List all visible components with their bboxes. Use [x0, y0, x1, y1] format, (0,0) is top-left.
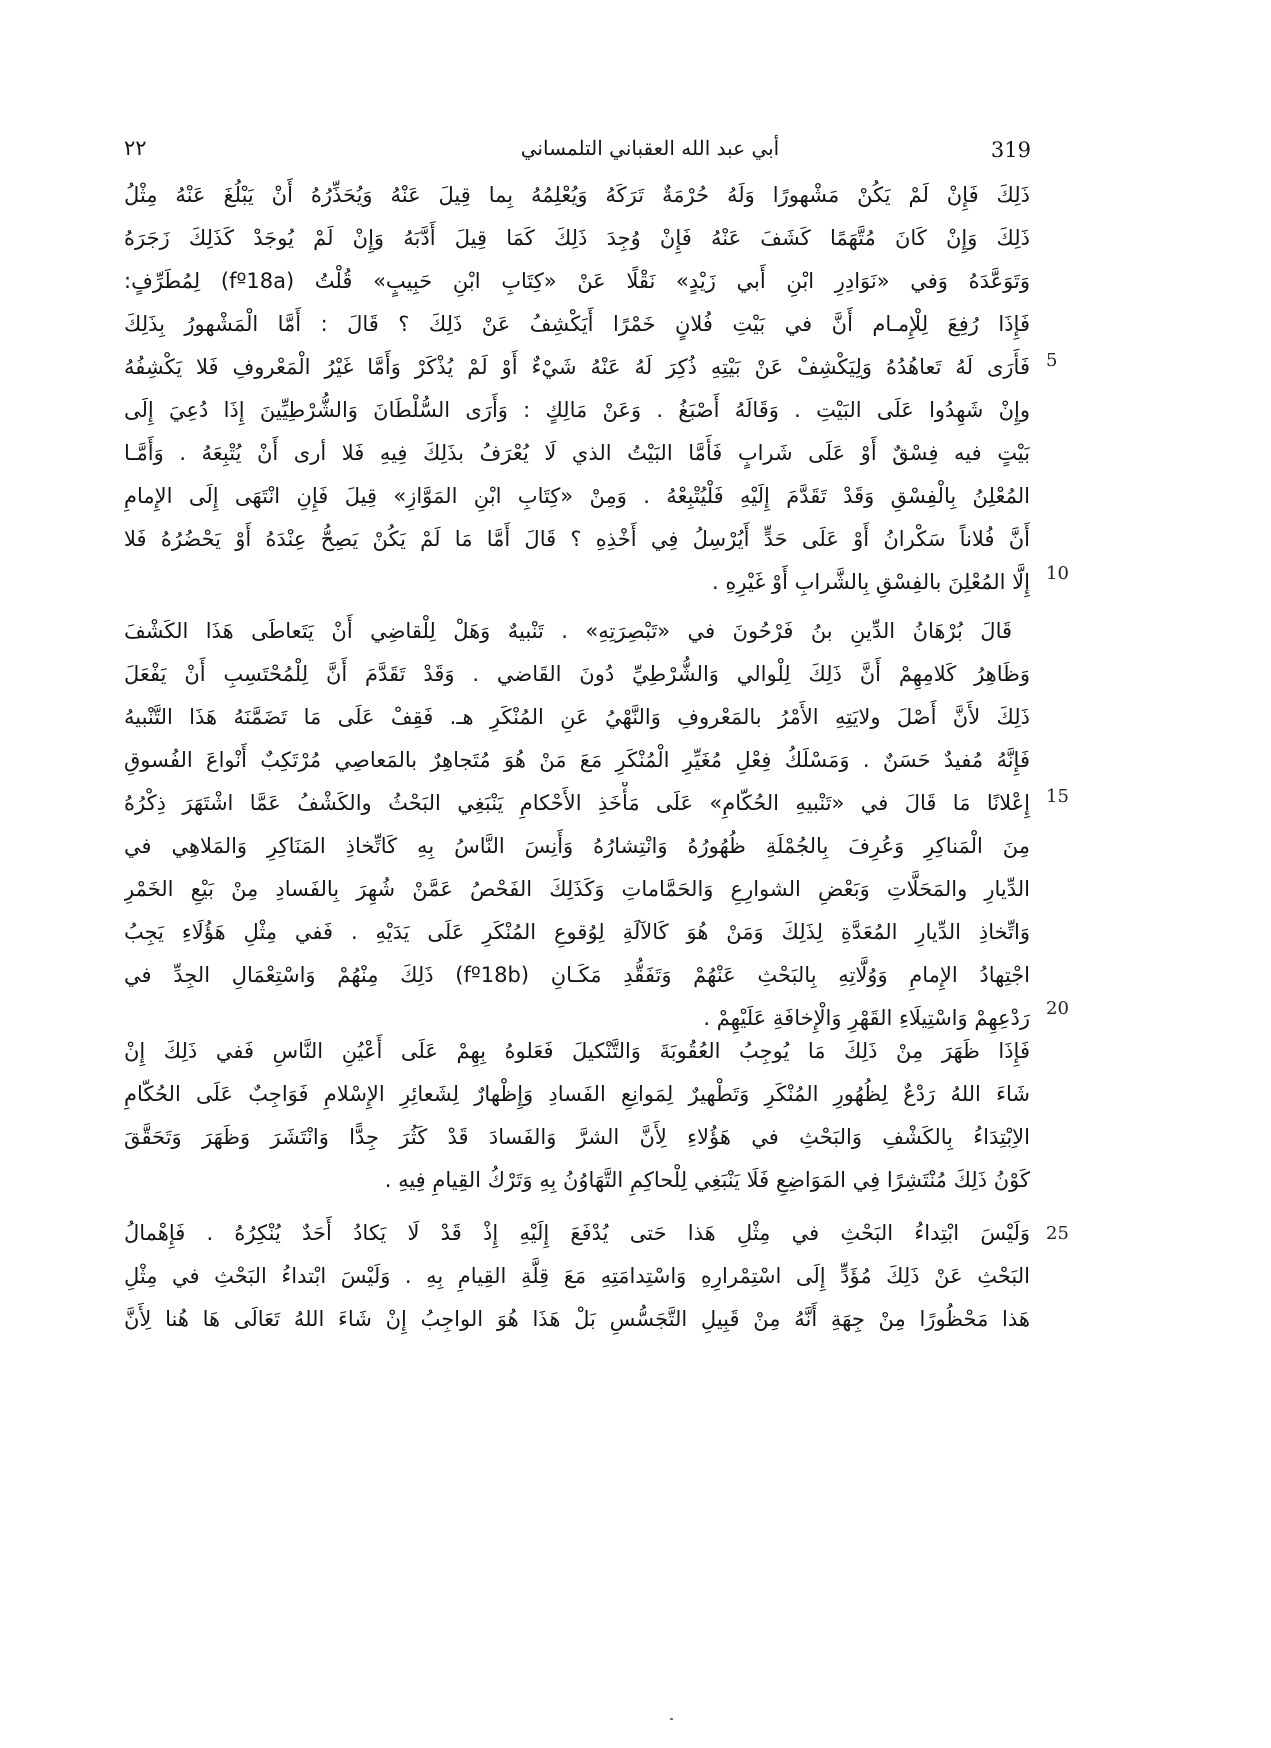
text-line: فَإِنَّهُ مُفيدٌ حَسَنٌ . وَمَسْلَكُ فِعْلِ مُغَيِّرِ الْمُنْكَرِ مَعَ مَنْ هُوَ مُتَجاهِرٌ بالمَعاصِي مُرْتَكِبٌ أَنْواعَ الفُسوقِ	[124, 748, 1030, 772]
line-number: 20	[1046, 998, 1069, 1019]
paragraph-2	[124, 610, 1030, 1040]
page-number: 319	[990, 138, 1031, 162]
text-line: وَاتِّخاذِ الدِّيارِ المُعَدَّةِ لِذَلِكَ وَمَنْ هُوَ كَالآلَةِ لِوُقوعِ المُنْكَرِ عَلَى يَدَيْهِ . فَفي مِثْلِ هَؤُلَاءِ يَجِبُ	[124, 920, 1030, 944]
paragraph-1	[124, 174, 1030, 604]
text-line: رَدْعِهِمْ وَاسْتِيلَاءِ القَهْرِ وَالْإِخافَةِ عَلَيْهِمْ .	[703, 1006, 1030, 1030]
text-line: كَوْنُ ذَلِكَ مُنْتَشِرًا فِي المَوَاضِعِ فَلَا يَنْبَغِي لِلْحاكِمِ التَّهَاوُنُ بِهِ وَتَرْكُ القِيامِ فِيهِ .	[384, 1168, 1030, 1192]
text-line: فَإِذَا ظَهَرَ مِنْ ذَلِكَ مَا يُوجِبُ العُقُوبَةَ وَالتَّنْكيلَ فَعَلوهُ بِهِمْ عَلَى أَعْيُنِ النَّاسِ فَفي ذَلِكَ إِنْ	[124, 1039, 1030, 1063]
scan-speck	[670, 1718, 673, 1720]
text-line: فَإِذَا رُفِعَ لِلْإِمـام أَنَّ في بَيْتِ فُلانٍ خَمْرًا أَيَكْشِفُ عَنْ ذَلِكَ ؟ قَالَ : أَمَّا الْمَشْهورُ بِذَلِكَ	[124, 312, 1030, 336]
paragraph-4	[124, 1212, 1030, 1341]
text-line: شَاءَ اللهُ رَدْعٌ لِظُهُورِ المُنْكَرِ وَتَطْهيرٌ لِمَوانِعِ الفَسادِ وَإِظْهارٌ لِشَعائِرِ الإِسْلامِ فَوَاجِبٌ عَلَى الحُكّامِ	[124, 1082, 1030, 1106]
text-line: اجْتِهادُ الإِمامِ وَوُلَّاتِهِ بِالبَحْثِ عَنْهُمْ وَتَفَقُّدِ مَكَـانِ (fº18b) ذَلِكَ مِنْهُمْ وَاسْتِعْمَالِ الجِدِّ في	[124, 963, 1030, 987]
line-number: 5	[1046, 350, 1058, 371]
text-line: الاِبْتِدَاءُ بِالكَشْفِ وَالبَحْثِ في هَؤُلاءِ لِأَنَّ الشرَّ وَالفَسادَ قَدْ كَثُرَ جِدًّا وَانْتَشَرَ وَظَهَرَ وَتَحَقَّقَ	[124, 1125, 1030, 1149]
line-number: 10	[1046, 563, 1069, 584]
line-number: 15	[1046, 786, 1069, 807]
text-line: وَلَيْسَ ابْتِداءُ البَحْثِ في مِثْلِ هَذا حَتى يُدْفَعَ إِلَيْهِ إِذْ قَدْ لَا يَكادُ أَحَدٌ يُنْكِرُهُ . فَإِهْمالُ	[124, 1221, 1030, 1245]
text-line: هَذا مَحْظُورًا مِنْ جِهَةِ أَنَّهُ مِنْ قَبِيلِ التَّجَسُّسِ بَلْ هَذَا هُوَ الواجِبُ إِنْ شَاءَ اللهُ تَعَالَى هَا هُنا لِأَنَّ	[124, 1307, 1030, 1331]
text-line: ذَلِكَ فَإِنْ لَمْ يَكُنْ مَشْهورًا وَلَهُ حُرْمَةٌ تَرَكَهُ وَيُعْلِمُهُ بِما قِيلَ عَنْهُ وَيُحَذِّرُهُ أَنْ يَبْلُغَ عَنْهُ مِثْلُ	[124, 183, 1030, 207]
text-line: إِلَّا المُعْلِنَ بالفِسْقِ بِالشَّرابِ أَوْ غَيْرِهِ .	[712, 570, 1030, 594]
text-line: المُعْلِنُ بِالْفِسْقِ وَقَدْ تَقَدَّمَ إِلَيْهِ فَلْيُتْبِعْهُ . وَمِنْ «كِتَابِ ابْنِ المَوَّازِ» قِيلَ فَإِنِ انْتَهَى إِلَى الإِمامِ	[124, 484, 1030, 508]
page-header	[0, 132, 1271, 172]
text-line: وَظَاهِرُ كَلامِهِمْ أَنَّ ذَلِكَ لِلْوالي وَالشُّرْطِيِّ دُونَ القَاضي . وَقَدْ تَقَدَّمَ أَنَّ لِلْمُحْتَسِبِ أَنْ يَفْعَلَ	[124, 662, 1030, 686]
text-line: بَيْتٍ فيه فِسْقٌ أَوْ عَلَى شَرابٍ فَأَمَّا البَيْتُ الذي لَا يُعْرَفُ بذَلِكَ فِيهِ فَلا أرى أَنْ يُتْبِعَهُ . وَأَمَّـا	[124, 441, 1030, 465]
paragraph-3	[124, 1030, 1030, 1202]
text-line: إِعْلانًا مَا قَالَ في «تَنْبيهِ الحُكّامِ» عَلَى مَأْخَذِ الأَحْكامِ يَنْبَغِي البَحْثُ والكَشْفُ عَمَّا اشْتَهَرَ ذِكْرُهُ	[124, 791, 1030, 815]
text-line: ذَلِكَ لأَنَّ أَصْلَ ولايَتِهِ الأَمْرُ بالمَعْروفِ وَالنَّهْيُ عَنِ المُنْكَرِ هـ. فَقِفْ عَلَى مَا تَضَمَّنَهُ هَذَا التَّنْبيهُ	[124, 705, 1030, 729]
page-number-arabic: ٢٢	[124, 136, 147, 160]
text-line: ذَلِكَ وَإِنْ كَانَ مُتَّهَمًا كَشَفَ عَنْهُ فَإِنْ وُجِدَ ذَلِكَ كَمَا قِيلَ أَدَّبَهُ وَإِنْ لَمْ يُوجَدْ كَذَلِكَ زَجَرَهُ	[124, 226, 1030, 250]
text-line: الدِّيارِ والمَحَلَّاتِ وَبَعْضِ الشوارِعِ وَالحَمَّاماتِ وَكَذَلِكَ الفَحْصُ عَمَّنْ شُهِرَ بِالفَسادِ مِنْ بَيْعِ الخَمْرِ	[124, 877, 1030, 901]
running-title: أبي عبد الله العقباني التلمساني	[520, 136, 780, 160]
text-line: وإِنْ شَهِدُوا عَلَى البَيْتِ . وَقَالَهُ أَصْبَغُ . وَعَنْ مَالِكٍ : وَأَرَى السُّلْطَانَ وَالشُّرْطِيِّينَ إِذَا دُعِيَ إِلَى	[124, 398, 1030, 422]
line-number: 25	[1046, 1223, 1069, 1244]
text-line: وَتَوَعَّدَهُ وَفي «نَوَادِرِ ابْنِ أَبي زَيْدٍ» نَقْلًا عَنْ «كِتَابِ ابْنِ حَبِيبٍ» قُلْتُ (fº18a) لِمُطَرِّفٍ:	[124, 269, 1030, 293]
text-line: مِنَ الْمَناكِرِ وَعُرِفَ بِالجُمْلَةِ ظُهُورُهُ وَانْتِشارُهُ وَأَنِسَ النَّاسُ بِهِ كَاتِّخاذِ المَنَاكِرِ وَالمَلاهِي في	[124, 834, 1030, 858]
text-line: قَالَ بُرْهَانُ الدِّينِ بنُ فَرْحُونَ في «تَبْصِرَتِهِ» . تَنْبيهٌ وَهَلْ لِلْقاضِي أَنْ يَتَعاطَى هَذَا الكَشْفَ	[124, 619, 1012, 643]
text-line: فَأَرَى لَهُ تَعاهُدُهُ وَلِيَكْشِفْ عَنْ بَيْتِهِ ذُكِرَ لَهُ عَنْهُ شَيْءٌ أَوْ لَمْ يُذْكَرْ وَأَمَّا غَيْرُ الْمَعْروفِ فَلا يَكْشِفُهُ	[124, 355, 1030, 379]
text-line: أَنَّ فُلاناً سَكْرانُ أَوْ عَلَى حَدٍّ أَيُرْسِلُ فِي أَخْذِهِ ؟ قَالَ أَمَّا مَا لَمْ يَكُنْ يَصِحُّ عِنْدَهُ أَوْ يَحْضُرُهُ فَلا	[124, 527, 1030, 551]
text-line: البَحْثِ عَنْ ذَلِكَ مُؤَدٍّ إِلَى اسْتِمْرارِهِ وَاسْتِدامَتِهِ مَعَ قِلَّةِ القِيامِ بِهِ . وَلَيْسَ ابْتداءُ البَحْثِ في مِثْلِ	[124, 1264, 1030, 1288]
